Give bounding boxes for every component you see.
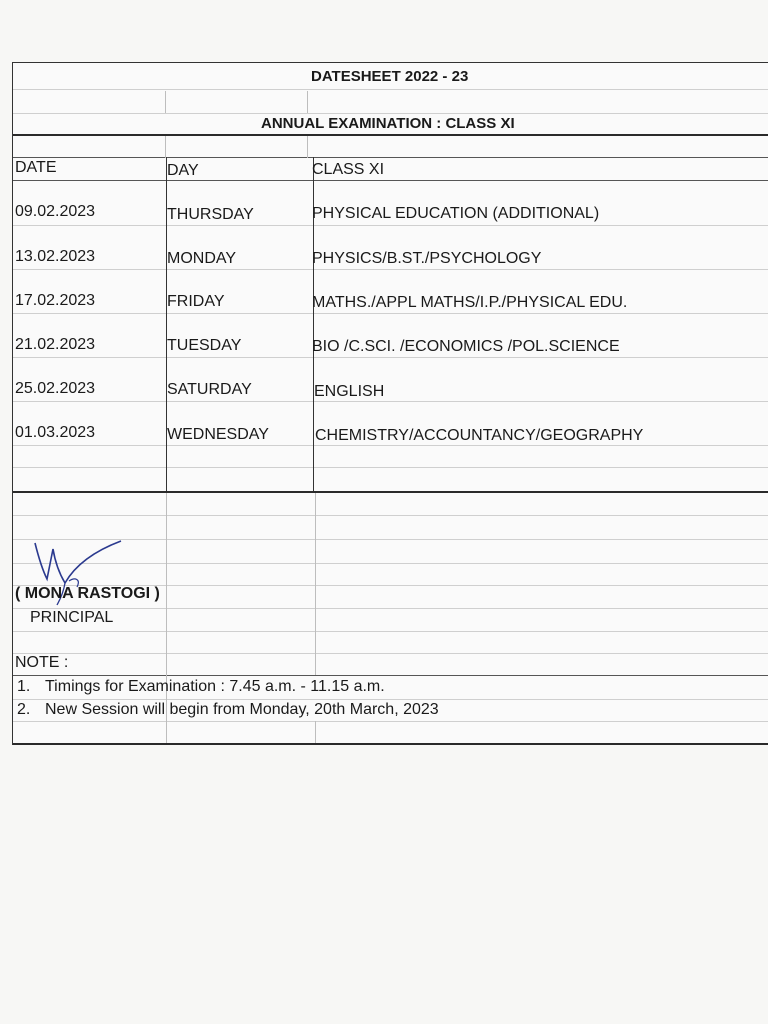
- row-day: TUESDAY: [167, 337, 242, 354]
- grid-line: [13, 699, 768, 700]
- row-day: FRIDAY: [167, 293, 225, 310]
- grid-line: [13, 445, 768, 446]
- grid-line: [307, 136, 308, 158]
- section-divider: [13, 134, 768, 136]
- row-date: 01.03.2023: [15, 424, 96, 441]
- row-subject: CHEMISTRY/ACCOUNTANCY/GEOGRAPHY: [315, 427, 644, 444]
- grid-line: [13, 653, 768, 654]
- grid-line: [13, 675, 768, 676]
- row-day: SATURDAY: [167, 381, 252, 398]
- grid-line: [166, 721, 167, 743]
- grid-line: [13, 89, 768, 90]
- row-subject: ENGLISH: [314, 383, 385, 400]
- row-date: 17.02.2023: [15, 292, 96, 309]
- row-subject: PHYSICAL EDUCATION (ADDITIONAL): [312, 205, 600, 222]
- grid-line: [13, 313, 768, 314]
- note-text: New Session will begin from Monday, 20th March, 2023: [45, 701, 439, 718]
- grid-line: [13, 467, 768, 468]
- grid-line: [13, 631, 768, 632]
- grid-line: [307, 91, 308, 113]
- grid-line: [315, 721, 316, 743]
- section-divider: [13, 491, 768, 493]
- grid-line: [13, 113, 768, 114]
- row-subject: BIO /C.SCI. /ECONOMICS /POL.SCIENCE: [312, 338, 620, 355]
- column-header-day: DAY: [167, 162, 199, 179]
- row-date: 21.02.2023: [15, 336, 96, 353]
- bottom-border: [13, 743, 768, 745]
- grid-line: [13, 157, 768, 158]
- note-number: 2.: [17, 701, 31, 718]
- row-date: 09.02.2023: [15, 203, 96, 220]
- column-header-date: DATE: [15, 159, 57, 176]
- document-subtitle: ANNUAL EXAMINATION : CLASS XI: [261, 115, 515, 132]
- row-date: 13.02.2023: [15, 248, 96, 265]
- note-number: 1.: [17, 678, 31, 695]
- signatory-name: ( MONA RASTOGI ): [15, 585, 160, 602]
- datesheet-document: [12, 62, 768, 745]
- grid-line: [13, 269, 768, 270]
- note-heading: NOTE :: [15, 654, 69, 671]
- row-subject: MATHS./APPL MATHS/I.P./PHYSICAL EDU.: [312, 294, 628, 311]
- column-header-class: CLASS XI: [312, 161, 385, 178]
- row-day: THURSDAY: [167, 206, 254, 223]
- grid-line: [13, 357, 768, 358]
- grid-line: [13, 515, 768, 516]
- grid-line: [315, 493, 316, 675]
- document-title: DATESHEET 2022 - 23: [311, 68, 469, 85]
- grid-line: [165, 91, 166, 113]
- row-day: MONDAY: [167, 250, 237, 267]
- signatory-designation: PRINCIPAL: [30, 609, 114, 626]
- grid-line: [13, 401, 768, 402]
- note-text: Timings for Examination : 7.45 a.m. - 11.15 a.m.: [45, 678, 385, 695]
- row-subject: PHYSICS/B.ST./PSYCHOLOGY: [312, 250, 542, 267]
- row-day: WEDNESDAY: [167, 426, 269, 443]
- grid-line: [13, 225, 768, 226]
- grid-line: [13, 721, 768, 722]
- row-date: 25.02.2023: [15, 380, 96, 397]
- grid-line: [165, 136, 166, 158]
- header-divider: [13, 180, 768, 181]
